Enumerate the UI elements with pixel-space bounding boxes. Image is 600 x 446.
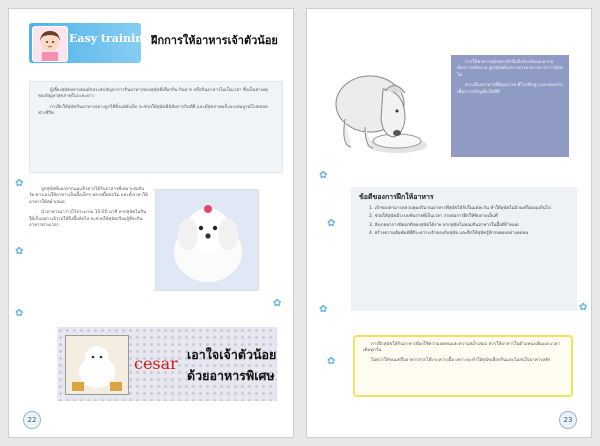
flower-icon: ✿ xyxy=(15,308,24,319)
white-puppy-photo xyxy=(155,189,259,291)
left-page xyxy=(8,8,294,438)
flower-icon: ✿ xyxy=(319,170,328,181)
banner-title: Easy training xyxy=(69,32,151,45)
benefits-title: ข้อดีของการฝึกให้อาหาร xyxy=(359,192,434,201)
page-heading: ฝึกการให้อาหารเจ้าตัวน้อย xyxy=(151,34,278,47)
easy-training-banner xyxy=(29,23,151,63)
info-box xyxy=(451,55,569,157)
page-number: 23 xyxy=(559,411,577,429)
body-paragraph: ลูกสุนัขที่แยกจากแม่แล้วควรได้รับอาหารที่เหมาะสมกับวัย ควรแบ่งให้อาหารเป็นมื้อเล็กๆ หลายมื้อต่อวัน และตั้งเวลาให้อาหารให้สม่ำเสมอ xyxy=(29,187,148,205)
promo-headline: เอาใจเจ้าตัวน้อย xyxy=(187,347,277,362)
girl-avatar-icon xyxy=(32,26,68,62)
body-paragraph: นำอาหารมาวางไว้ประมาณ 15-20 นาที หากสุนัขไม่กินให้เก็บออก แล้วรอให้ถึงมื้อถัดไป จะช่วยให้สุนัขเรียนรู้ที่จะกินอาหารตามเวลา xyxy=(29,210,147,229)
promo-subheadline: ด้วยอาหารพิเศษ xyxy=(187,368,275,383)
body-column xyxy=(29,187,149,233)
benefit-item: 1. เจ้าของสามารถควบคุมปริมาณอาหารที่สุนัขได้รับในแต่ละวัน ทำให้สุนัขไม่อ้วนหรือผอมเกินไป xyxy=(369,206,551,211)
dog-eating-illustration xyxy=(325,49,443,159)
flower-icon: ✿ xyxy=(327,356,336,367)
cesar-promo-box xyxy=(57,327,277,401)
flower-icon: ✿ xyxy=(579,302,588,313)
info-paragraph: ควรเลือกอาหารที่มีคุณภาพ มีโปรตีนสูง และย่อยง่าย เพื่อการเจริญเติบโตที่ดี xyxy=(457,83,563,95)
flower-icon: ✿ xyxy=(15,246,24,257)
info-paragraph: การให้อาหารสุนัขควรคำนึงถึงช่วงวัยและความต้องการพลังงาน ลูกสุนัขต้องการสารอาหารมากกว่าสุนัขโต xyxy=(457,60,563,78)
promo-dog-photo xyxy=(65,335,129,395)
promo-brand: cesar xyxy=(134,354,178,373)
benefit-item: 2. ช่วยให้สุนัขมีระบบขับถ่ายที่เป็นเวลา ง่ายต่อการฝึกให้ขับถ่ายเป็นที่ xyxy=(369,214,498,220)
benefit-item: 3. สังเกตอาการผิดปกติของสุนัขได้ง่าย หากสุนัขไม่ยอมกินอาหารในมื้อที่กำหนด xyxy=(369,222,519,228)
tip-box xyxy=(353,335,573,397)
flower-icon: ✿ xyxy=(273,298,282,309)
tip-paragraph: การฝึกสุนัขให้กินอาหารต้องใช้ความอดทนและความสม่ำเสมอ ควรให้อาหารในตำแหน่งเดิมและเวลาเดิมทุกวัน xyxy=(363,342,560,354)
benefit-item: 4. สร้างความสัมพันธ์ที่ดีระหว่างเจ้าของกับสุนัข และฝึกให้สุนัขรู้จักรอคอยอย่างอดทน xyxy=(369,231,529,237)
flower-icon: ✿ xyxy=(15,178,24,189)
flower-icon: ✿ xyxy=(319,304,328,315)
intro-paragraph: การฝึกให้สุนัขกินอาหารอย่างถูกวิธีตั้งแต่ยังเล็ก จะช่วยให้สุนัขมีนิสัยการกินที่ดี และมีสุขภาพแข็งแรงสมบูรณ์ไปตลอดช่วงชีวิต xyxy=(38,104,268,117)
benefits-box xyxy=(351,187,577,311)
intro-paragraph: ผู้เลี้ยงสุนัขหลายคนมักประสบปัญหาการกินอาหารของสุนัขที่เลือกกิน กินยาก หรือกินอาหารไม่เป็นเวลา ซึ่งเป็นสาเหตุของปัญหาสุขภาพในระยะยาว xyxy=(38,88,268,100)
tip-paragraph: ไม่ควรให้ขนมหรืออาหารจากโต๊ะระหว่างมื้อ เพราะจะทำให้สุนัขเลือกกินและไม่สนใจอาหารหลัก xyxy=(371,357,551,363)
intro-box xyxy=(29,81,283,173)
right-page xyxy=(306,8,592,438)
flower-icon: ✿ xyxy=(327,218,336,229)
page-number: 22 xyxy=(23,411,41,429)
